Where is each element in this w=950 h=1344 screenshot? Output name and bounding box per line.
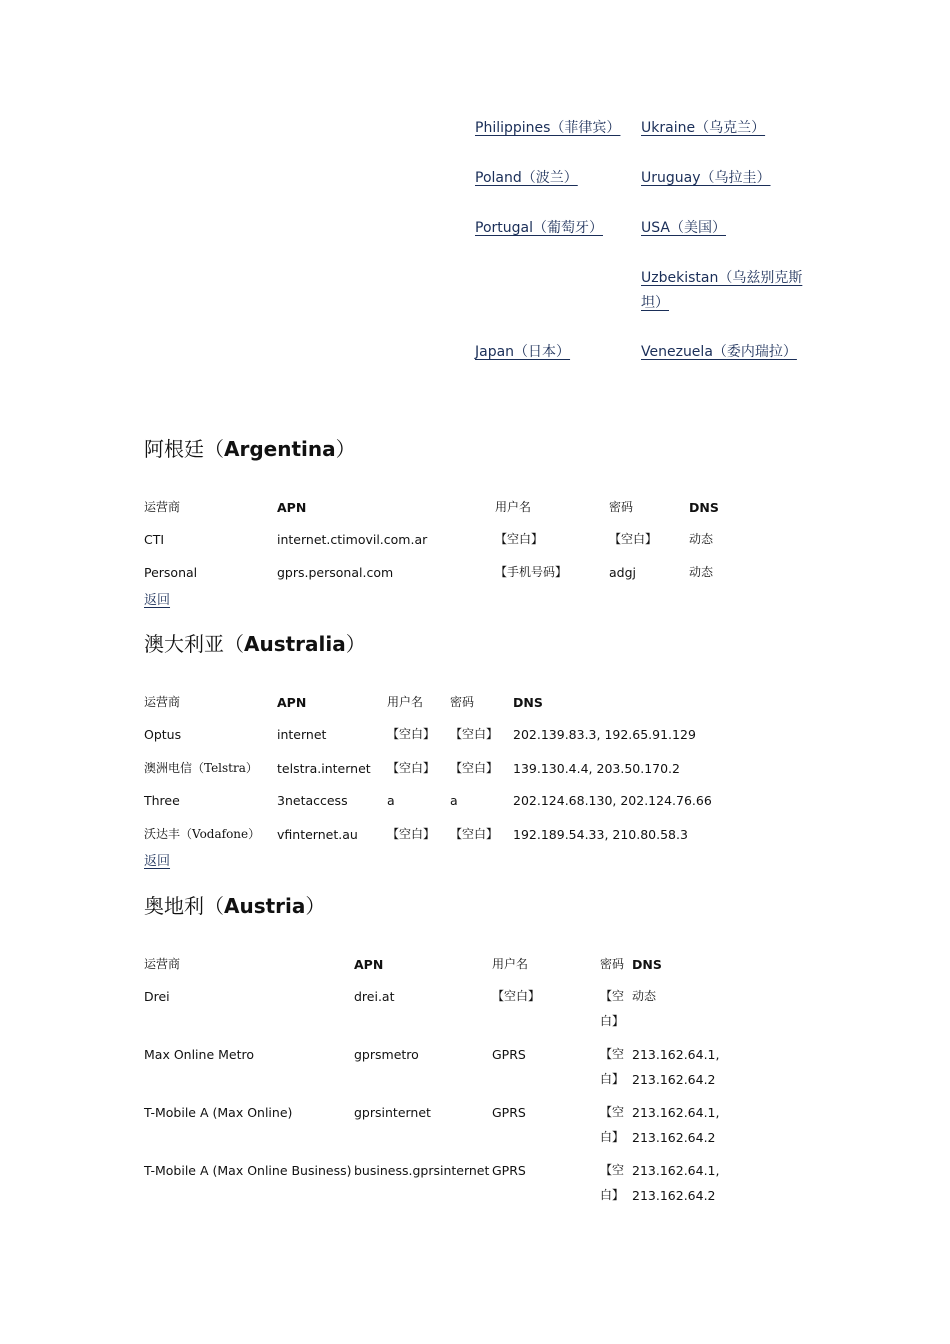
country-link-usa[interactable]: USA（美国） [641,220,726,236]
table-cell-username: 【空白】 [387,761,436,775]
title-cn: 奥地利（ [144,894,224,918]
table-cell-username: GPRS [492,1163,526,1178]
table-cell-apn: telstra.internet [277,761,371,776]
table-header-carrier: 运营商 [144,957,181,971]
table-cell-carrier: 沃达丰（Vodafone） [144,827,261,841]
table-cell-apn: 3netaccess [277,793,348,808]
table-cell-carrier: CTI [144,532,165,547]
table-header-username: 用户名 [495,500,532,514]
title-cn: 阿根廷（ [144,437,224,461]
table-header-dns: DNS [689,500,719,515]
table-cell-dns: 213.162.64.1, 213.162.64.2 [632,1105,720,1145]
back-link[interactable]: 返回 [144,854,171,869]
country-link-japan[interactable]: Japan（日本） [475,344,571,360]
table-cell-password: 【空白】 [600,989,625,1028]
table-cell-username: 【空白】 [387,827,436,841]
table-cell-username: GPRS [492,1105,526,1120]
table-cell-carrier: Drei [144,989,170,1004]
table-header-apn: APN [354,957,384,972]
table-header-carrier: 运营商 [144,500,181,514]
table-cell-apn: gprs.personal.com [277,565,394,580]
title-close: ） [335,437,356,461]
table-cell-password: 【空白】 [450,827,499,841]
table-cell-dns: 192.189.54.33, 210.80.58.3 [513,827,688,842]
table-cell-carrier: 澳洲电信（Telstra） [144,761,258,775]
table-cell-carrier: T-Mobile A (Max Online Business) [144,1163,352,1178]
table-cell-dns: 202.124.68.130, 202.124.76.66 [513,793,712,808]
table-cell-carrier: Three [144,793,180,808]
section-title-australia [144,631,366,657]
country-link-uzbekistan[interactable]: Uzbekistan（乌兹别克斯坦） [641,270,803,311]
table-header-username: 用户名 [387,695,424,709]
table-cell-apn: drei.at [354,989,395,1004]
table-cell-dns: 动态 [689,565,714,579]
table-cell-username: GPRS [492,1047,526,1062]
table-cell-apn: internet [277,727,327,742]
title-en: Australia [244,632,346,656]
table-cell-username: a [387,793,395,808]
title-close: ） [305,894,326,918]
table-cell-password: 【空白】 [450,761,499,775]
table-cell-dns: 动态 [632,989,657,1003]
table-cell-password: adgj [609,565,637,580]
table-cell-apn: internet.ctimovil.com.ar [277,532,428,547]
title-en: Austria [224,894,306,918]
table-cell-password: 【空白】 [609,532,658,546]
table-cell-carrier: Personal [144,565,198,580]
table-cell-apn: gprsmetro [354,1047,419,1062]
table-cell-carrier: T-Mobile A (Max Online) [144,1105,293,1120]
title-en: Argentina [224,437,336,461]
table-cell-password: 【空白】 [600,1105,625,1144]
table-cell-carrier: Max Online Metro [144,1047,254,1062]
table-header-password: 密码 [600,957,625,971]
table-cell-username: 【手机号码】 [495,565,568,579]
table-header-password: 密码 [609,500,634,514]
table-header-carrier: 运营商 [144,695,181,709]
table-header-dns: DNS [632,957,662,972]
title-close: ） [345,632,366,656]
back-link[interactable]: 返回 [144,593,171,608]
table-cell-apn: business.gprsinternet [354,1163,490,1178]
table-cell-username: 【空白】 [387,727,436,741]
table-cell-apn: vfinternet.au [277,827,358,842]
table-cell-dns: 动态 [689,532,714,546]
country-link-portugal[interactable]: Portugal（葡萄牙） [475,220,603,236]
table-cell-username: 【空白】 [495,532,544,546]
country-link-philippines[interactable]: Philippines（菲律宾） [475,120,621,136]
country-link-venezuela[interactable]: Venezuela（委内瑞拉） [641,344,797,360]
table-cell-dns: 213.162.64.1, 213.162.64.2 [632,1163,720,1203]
section-title-austria [144,893,325,919]
table-header-username: 用户名 [492,957,529,971]
table-header-apn: APN [277,500,307,515]
table-cell-password: a [450,793,458,808]
country-link-uruguay[interactable]: Uruguay（乌拉圭） [641,170,771,186]
table-header-password: 密码 [450,695,475,709]
table-cell-password: 【空白】 [600,1163,625,1202]
table-cell-password: 【空白】 [450,727,499,741]
title-cn: 澳大利亚（ [144,632,244,656]
country-link-poland[interactable]: Poland（波兰） [475,170,578,186]
table-cell-dns: 213.162.64.1, 213.162.64.2 [632,1047,720,1087]
table-cell-username: 【空白】 [492,989,541,1003]
country-link-ukraine[interactable]: Ukraine（乌克兰） [641,120,766,136]
table-cell-password: 【空白】 [600,1047,625,1086]
section-title-argentina [144,436,356,462]
table-header-dns: DNS [513,695,543,710]
table-cell-carrier: Optus [144,727,182,742]
table-cell-dns: 202.139.83.3, 192.65.91.129 [513,727,696,742]
table-header-apn: APN [277,695,307,710]
table-cell-dns: 139.130.4.4, 203.50.170.2 [513,761,680,776]
table-cell-apn: gprsinternet [354,1105,431,1120]
